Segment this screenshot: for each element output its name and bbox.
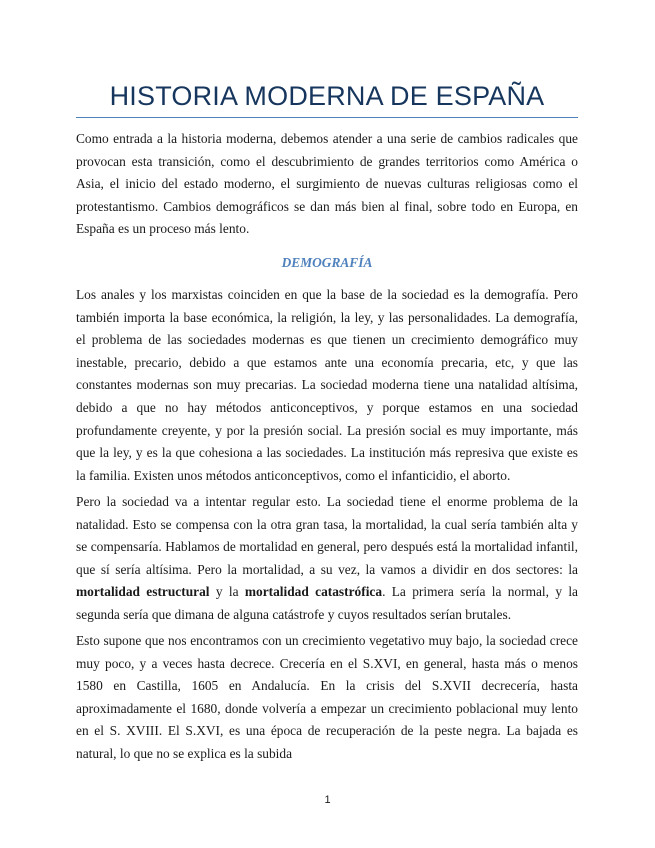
bold-term-estructural: mortalidad estructural [76, 584, 210, 600]
bold-term-catastrofica: mortalidad catastrófica [244, 584, 383, 600]
paragraph-text: y la [209, 584, 245, 600]
paragraph-mortalidad [76, 491, 578, 627]
paragraph-text: Pero la sociedad va a intentar regular esto. La sociedad tiene el enorme problema de la natalidad. Esto se compensa con la otra gran tasa, la mortalidad, la cual sería también alta y se compensaría. Hablamos de mortalidad en general, pero después está la mortalidad infantil, que sí sería altísima. Pero la mortalidad, a su vez, la vamos a dividir en dos sectores: la [76, 494, 578, 577]
intro-paragraph: Como entrada a la historia moderna, debemos atender a una serie de cambios radicales que provocan esta transición, como el descubrimiento de grandes territorios como América o Asia, el inicio del estado moderno, el surgimiento de nuevas culturas religiosas como el protestantismo. Cambios demográficos se dan más bien al final, sobre todo en Europa, en España es un proceso más lento. [76, 131, 578, 237]
paragraph-text: . La primera sería la normal, y la segunda sería que dimana de alguna catástrofe y cuyos resultados serían brutales. [76, 584, 579, 622]
paragraph-crecimiento: Esto supone que nos encontramos con un crecimiento vegetativo muy bajo, la sociedad crece muy poco, y a veces hasta decrece. Crecería en el S.XVI, en general, hasta más o menos 1580 en Castilla, 1605 en Andalucía. En la crisis del S.XVII decrecería, hasta aproximadamente el 1680, donde volvería a empezar un crecimiento poblacional muy lento en el S. XVIII. El S.XVI, es una época de recuperación de la peste negra. La bajada es natural, lo que no se explica es la subida [76, 633, 578, 761]
page-number: 1 [324, 794, 331, 806]
section-heading-demografia: DEMOGRAFÍA [281, 255, 373, 270]
paragraph-demografia-1: Los anales y los marxistas coinciden en que la base de la sociedad es la demografía. Pero también importa la base económica, la religión, la ley, y las personalidades. La demografía, el problema de las sociedades modernas es que tienen un crecimiento demográfico muy inestable, precario, debido a que estamos ante una economía precaria, etc, y que las constantes modernas son muy precarias. La sociedad moderna tiene una natalidad altísima, debido a que no hay métodos anticonceptivos, y porque estamos en una sociedad profundamente creyente, y por la presión social. La presión social es muy importante, más que la ley, y es la que cohesiona a las sociedades. La institución más represiva que existe es la familia. Existen unos métodos anticonceptivos, como el infanticidio, el aborto. [76, 287, 578, 483]
title-underline [76, 117, 578, 118]
page-title: HISTORIA MODERNA DE ESPAÑA [109, 81, 545, 111]
